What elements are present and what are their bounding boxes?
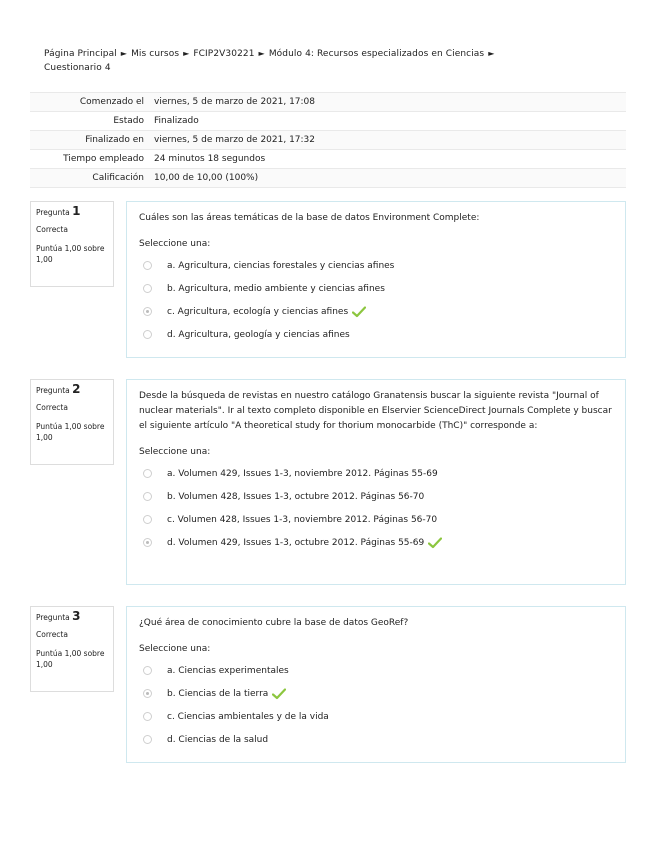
answer-label: d. Agricultura, geología y ciencias afines: [167, 329, 350, 340]
summary-row-finished: [30, 130, 626, 149]
answer-prompt: Seleccione una:: [139, 644, 211, 654]
answer-option[interactable]: [139, 705, 613, 728]
answer-label: d. Ciencias de la salud: [167, 734, 269, 745]
question-number: 2: [72, 382, 81, 396]
attempt-summary-table: [30, 92, 626, 188]
question-content: [126, 379, 626, 585]
question-text: ¿Qué área de conocimiento cubre la base de datos GeoRef?: [139, 618, 409, 628]
radio-button[interactable]: [143, 492, 152, 501]
breadcrumb-separator-icon: ►: [488, 49, 495, 58]
question-grade-max: 1,00: [36, 255, 53, 264]
question-info: [30, 379, 114, 465]
breadcrumb-separator-icon: ►: [120, 49, 128, 58]
question-grade-max: 1,00: [36, 433, 53, 442]
answer-options: [139, 659, 613, 751]
breadcrumb-course[interactable]: FCIP2V30221: [193, 49, 255, 59]
question-info: [30, 606, 114, 692]
question-state: Correcta: [36, 403, 68, 412]
breadcrumb: [44, 47, 604, 75]
correct-check-icon: [428, 537, 442, 549]
correct-check-icon: [272, 688, 286, 700]
question-grade: Puntúa 1,00 sobre: [36, 244, 105, 253]
summary-label: Estado: [113, 116, 144, 126]
radio-button[interactable]: [143, 666, 152, 675]
question-grade: Puntúa 1,00 sobre: [36, 422, 105, 431]
radio-button-checked[interactable]: [143, 689, 152, 698]
question-grade-max: 1,00: [36, 660, 53, 669]
correct-check-icon: [352, 306, 366, 318]
summary-value: 10,00 de 10,00 (100%): [154, 173, 259, 183]
radio-button[interactable]: [143, 261, 152, 270]
summary-value: 24 minutos 18 segundos: [154, 154, 266, 164]
question-grade: Puntúa 1,00 sobre: [36, 649, 105, 658]
radio-button[interactable]: [143, 330, 152, 339]
summary-value: Finalizado: [154, 116, 199, 126]
radio-button[interactable]: [143, 469, 152, 478]
radio-button-checked[interactable]: [143, 307, 152, 316]
question-state: Correcta: [36, 630, 68, 639]
question-label: Pregunta: [36, 613, 70, 622]
answer-label: b. Volumen 428, Issues 1-3, octubre 2012. Páginas 56-70: [167, 491, 425, 502]
answer-option[interactable]: [139, 508, 613, 531]
answer-label: c. Ciencias ambientales y de la vida: [167, 711, 329, 722]
question-text: Cuáles son las áreas temáticas de la base de datos Environment Complete:: [139, 213, 480, 223]
question-number: 1: [72, 204, 81, 218]
summary-row-state: [30, 111, 626, 130]
answer-option-selected[interactable]: [139, 682, 613, 705]
answer-options: [139, 254, 613, 346]
breadcrumb-module[interactable]: Módulo 4: Recursos especializados en Ciencias: [268, 49, 485, 59]
radio-button[interactable]: [143, 284, 152, 293]
answer-label: a. Ciencias experimentales: [167, 665, 289, 676]
answer-label: d. Volumen 429, Issues 1-3, octubre 2012. Páginas 55-69: [167, 537, 425, 548]
answer-prompt: Seleccione una:: [139, 447, 211, 457]
summary-value: viernes, 5 de marzo de 2021, 17:32: [154, 135, 316, 145]
answer-label: a. Volumen 429, Issues 1-3, noviembre 2012. Páginas 55-69: [167, 468, 438, 479]
radio-button[interactable]: [143, 515, 152, 524]
summary-row-started: [30, 92, 626, 111]
summary-value: viernes, 5 de marzo de 2021, 17:08: [154, 97, 316, 107]
summary-label: Calificación: [92, 173, 144, 183]
breadcrumb-separator-icon: ►: [183, 49, 190, 58]
answer-prompt: Seleccione una:: [139, 239, 211, 249]
answer-option[interactable]: [139, 277, 613, 300]
answer-option-selected[interactable]: [139, 531, 613, 554]
breadcrumb-home[interactable]: Página Principal: [44, 49, 117, 59]
question-state: Correcta: [36, 225, 68, 234]
answer-label: c. Volumen 428, Issues 1-3, noviembre 2012. Páginas 56-70: [167, 514, 438, 525]
answer-label: c. Agricultura, ecología y ciencias afines: [167, 306, 349, 317]
answer-option[interactable]: [139, 728, 613, 751]
breadcrumb-quiz[interactable]: Cuestionario 4: [44, 63, 111, 73]
radio-button[interactable]: [143, 735, 152, 744]
summary-label: Finalizado en: [85, 135, 144, 145]
answer-option[interactable]: [139, 462, 613, 485]
question-content: [126, 606, 626, 763]
question-content: [126, 201, 626, 358]
breadcrumb-separator-icon: ►: [258, 49, 265, 58]
question-text: Desde la búsqueda de revistas en nuestro catálogo Granatensis buscar la siguiente revista "Journal of nuclear materials". Ir al texto completo disponible en Elservier ScienceDirect Journals Complete y buscar el siguiente artículo "A theoretical study for thorium monocarbide (ThC)" corresponde a:: [139, 391, 612, 431]
answer-label: b. Agricultura, medio ambiente y ciencias afines: [167, 283, 385, 294]
answer-label: a. Agricultura, ciencias forestales y ciencias afines: [167, 260, 395, 271]
breadcrumb-courses[interactable]: Mis cursos: [131, 49, 180, 59]
answer-option-selected[interactable]: [139, 300, 613, 323]
answer-option[interactable]: [139, 659, 613, 682]
summary-label: Comenzado el: [79, 97, 144, 107]
answer-option[interactable]: [139, 323, 613, 346]
answer-option[interactable]: [139, 485, 613, 508]
question-label: Pregunta: [36, 208, 70, 217]
answer-label: b. Ciencias de la tierra: [167, 688, 269, 699]
answer-options: [139, 462, 613, 554]
summary-row-time: [30, 149, 626, 168]
question-label: Pregunta: [36, 386, 70, 395]
question-number: 3: [72, 609, 81, 623]
radio-button-checked[interactable]: [143, 538, 152, 547]
answer-option[interactable]: [139, 254, 613, 277]
question-info: [30, 201, 114, 287]
radio-button[interactable]: [143, 712, 152, 721]
summary-label: Tiempo empleado: [63, 154, 144, 164]
summary-row-grade: [30, 168, 626, 188]
